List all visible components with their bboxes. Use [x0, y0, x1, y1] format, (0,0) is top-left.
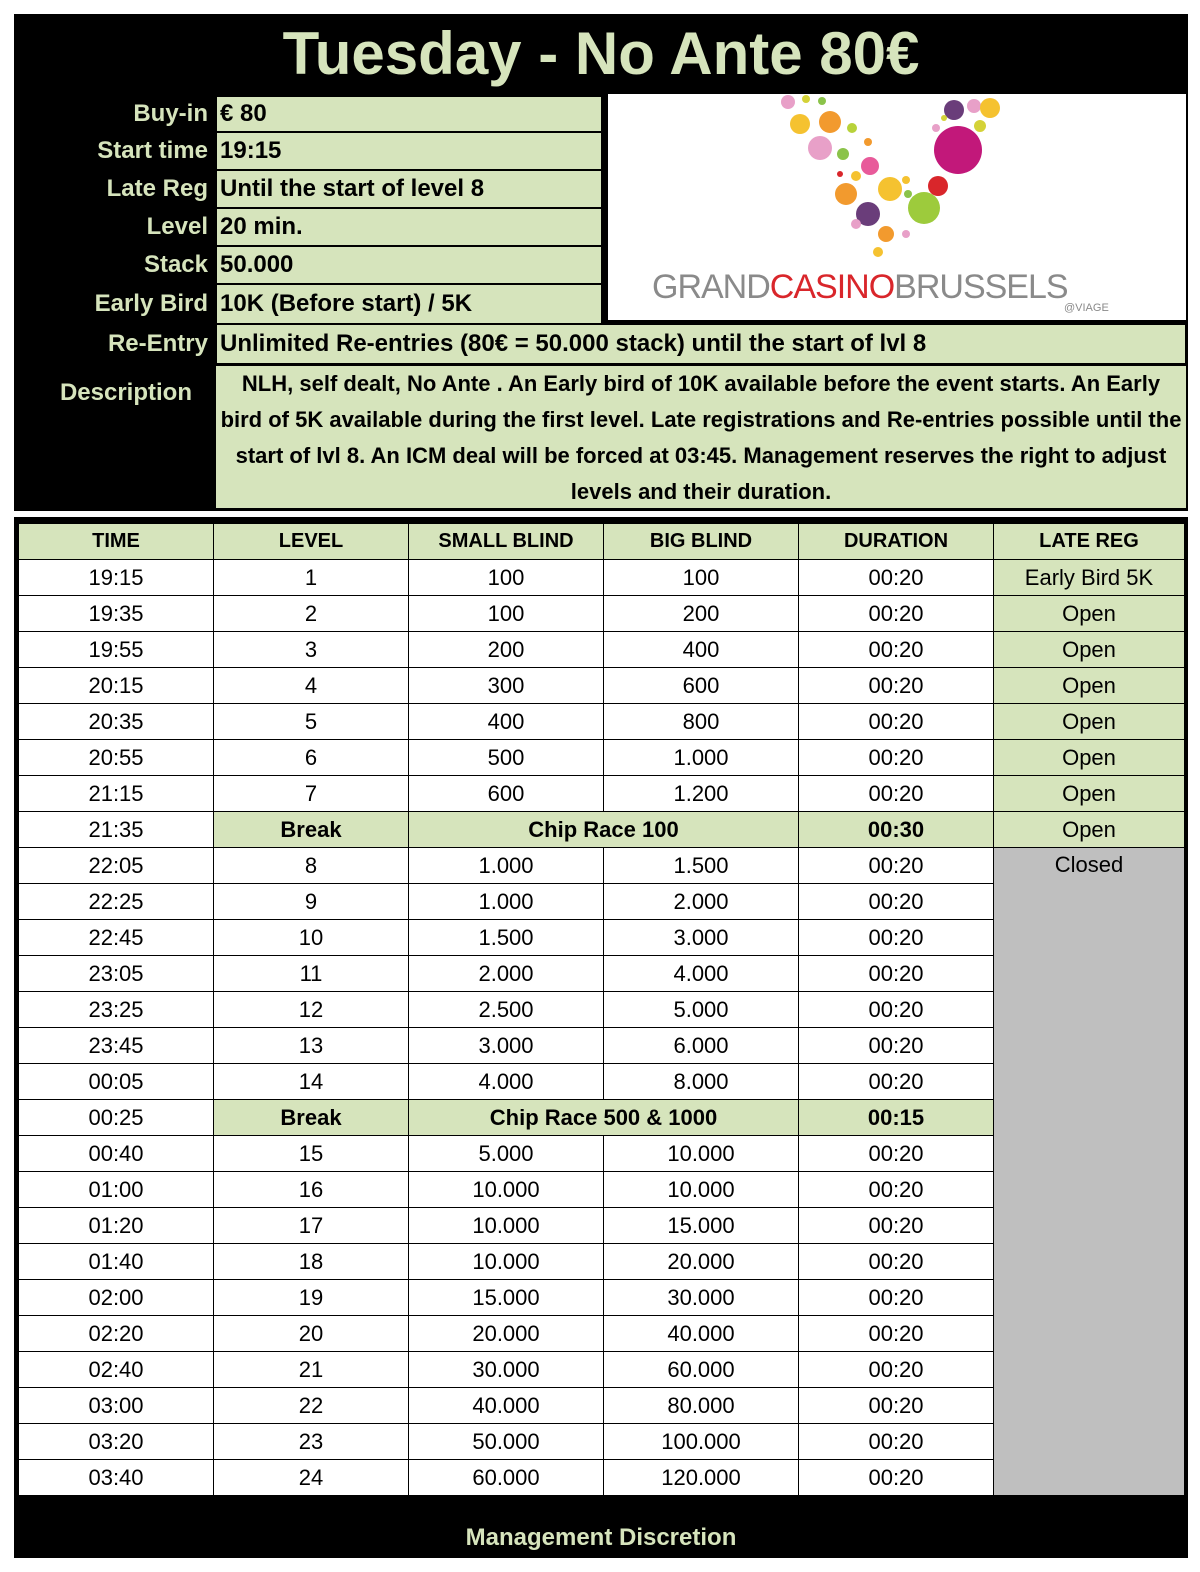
cell-time: 00:25 [19, 1100, 214, 1136]
cell-big-blind: 8.000 [604, 1064, 799, 1100]
header-late-reg: LATE REG [994, 524, 1185, 560]
cell-big-blind: 20.000 [604, 1244, 799, 1280]
cell-small-blind: 15.000 [409, 1280, 604, 1316]
cell-late-reg: Early Bird 5K [994, 560, 1185, 596]
cell-small-blind: 4.000 [409, 1064, 604, 1100]
header-time: TIME [19, 524, 214, 560]
cell-small-blind: 40.000 [409, 1388, 604, 1424]
cell-chip-race: Chip Race 500 & 1000 [409, 1100, 799, 1136]
table-row [19, 560, 1185, 596]
cell-big-blind: 600 [604, 668, 799, 704]
cell-big-blind: 60.000 [604, 1352, 799, 1388]
cell-big-blind: 800 [604, 704, 799, 740]
cell-break-label: Break [214, 812, 409, 848]
cell-time: 22:05 [19, 848, 214, 884]
cell-level: 13 [214, 1028, 409, 1064]
cell-level: 20 [214, 1316, 409, 1352]
cell-level: 3 [214, 632, 409, 668]
cell-level: 14 [214, 1064, 409, 1100]
cell-big-blind: 120.000 [604, 1460, 799, 1496]
cell-duration: 00:20 [799, 1244, 994, 1280]
cell-small-blind: 600 [409, 776, 604, 812]
header-duration: DURATION [799, 524, 994, 560]
cell-big-blind: 15.000 [604, 1208, 799, 1244]
cell-chip-race: Chip Race 100 [409, 812, 799, 848]
cell-big-blind: 200 [604, 596, 799, 632]
cell-time: 23:45 [19, 1028, 214, 1064]
cell-big-blind: 1.500 [604, 848, 799, 884]
logo-wordmark [652, 268, 1068, 307]
cell-duration: 00:20 [799, 884, 994, 920]
cell-duration: 00:20 [799, 848, 994, 884]
cell-late-reg: Open [994, 632, 1185, 668]
cell-level: 17 [214, 1208, 409, 1244]
logo-grand: GRAND [652, 268, 770, 306]
description-text: NLH, self dealt, No Ante . An Early bird of 10K available before the event starts. An Early bird of 5K available during the first level. Late registrations and Re-entries possible until the start of lvl 8. An ICM deal will be forced at 03:45. Management reserves the right to adjust levels and their duration. [216, 366, 1186, 508]
table-row [19, 632, 1185, 668]
stack-value: 50.000 [216, 246, 602, 284]
logo-casino: CASINO [769, 268, 895, 306]
cell-small-blind: 2.000 [409, 956, 604, 992]
cell-time: 19:35 [19, 596, 214, 632]
table-row [19, 740, 1185, 776]
cell-small-blind: 10.000 [409, 1208, 604, 1244]
logo-brussels: BRUSSELS [894, 268, 1068, 306]
cell-duration: 00:20 [799, 956, 994, 992]
cell-late-reg: Open [994, 596, 1185, 632]
description-label: Description [59, 379, 192, 406]
cell-small-blind: 5.000 [409, 1136, 604, 1172]
cell-duration: 00:20 [799, 632, 994, 668]
cell-late-reg: Open [994, 776, 1185, 812]
cell-time: 23:25 [19, 992, 214, 1028]
level-label: Level [146, 213, 208, 240]
table-row [19, 596, 1185, 632]
cell-time: 19:15 [19, 560, 214, 596]
blind-structure-table [18, 523, 1185, 1496]
cell-small-blind: 1.500 [409, 920, 604, 956]
cell-level: 6 [214, 740, 409, 776]
cell-late-reg: Open [994, 668, 1185, 704]
cell-duration: 00:20 [799, 1352, 994, 1388]
cell-big-blind: 1.000 [604, 740, 799, 776]
page-title: Tuesday - No Ante 80€ [282, 20, 920, 87]
cell-small-blind: 3.000 [409, 1028, 604, 1064]
cell-level: 9 [214, 884, 409, 920]
header-small-blind: SMALL BLIND [409, 524, 604, 560]
cell-level: 5 [214, 704, 409, 740]
cell-level: 2 [214, 596, 409, 632]
cell-big-blind: 2.000 [604, 884, 799, 920]
cell-level: 10 [214, 920, 409, 956]
cell-time: 21:35 [19, 812, 214, 848]
cell-small-blind: 100 [409, 596, 604, 632]
level-value: 20 min. [216, 208, 602, 246]
cell-time: 00:05 [19, 1064, 214, 1100]
cell-big-blind: 100.000 [604, 1424, 799, 1460]
cell-level: 24 [214, 1460, 409, 1496]
cell-big-blind: 100 [604, 560, 799, 596]
cell-small-blind: 500 [409, 740, 604, 776]
cell-time: 03:40 [19, 1460, 214, 1496]
cell-duration: 00:20 [799, 1028, 994, 1064]
cell-small-blind: 10.000 [409, 1244, 604, 1280]
cell-small-blind: 200 [409, 632, 604, 668]
cell-time: 20:15 [19, 668, 214, 704]
early-bird-label: Early Bird [94, 290, 208, 317]
cell-late-reg: Open [994, 704, 1185, 740]
cell-duration: 00:20 [799, 704, 994, 740]
cell-time: 21:15 [19, 776, 214, 812]
cell-time: 19:55 [19, 632, 214, 668]
cell-level: 23 [214, 1424, 409, 1460]
cell-small-blind: 400 [409, 704, 604, 740]
table-row [19, 704, 1185, 740]
table-row [19, 848, 1185, 884]
cell-late-reg: Open [994, 740, 1185, 776]
late-reg-label: Late Reg [106, 175, 208, 202]
cell-late-reg: Open [994, 812, 1185, 848]
cell-small-blind: 1.000 [409, 884, 604, 920]
cell-level: 8 [214, 848, 409, 884]
cell-duration: 00:20 [799, 560, 994, 596]
stack-label: Stack [143, 251, 208, 278]
cell-time: 20:55 [19, 740, 214, 776]
cell-small-blind: 20.000 [409, 1316, 604, 1352]
cell-big-blind: 4.000 [604, 956, 799, 992]
start-time-label: Start time [97, 137, 208, 164]
re-entry-value: Unlimited Re-entries (80€ = 50.000 stack) until the start of lvl 8 [216, 324, 1186, 364]
cell-level: 21 [214, 1352, 409, 1388]
cell-small-blind: 1.000 [409, 848, 604, 884]
cell-duration: 00:30 [799, 812, 994, 848]
cell-time: 03:20 [19, 1424, 214, 1460]
cell-break-label: Break [214, 1100, 409, 1136]
cell-time: 01:00 [19, 1172, 214, 1208]
cell-time: 00:40 [19, 1136, 214, 1172]
cell-time: 22:45 [19, 920, 214, 956]
cell-time: 03:00 [19, 1388, 214, 1424]
cell-small-blind: 100 [409, 560, 604, 596]
cell-time: 02:00 [19, 1280, 214, 1316]
cell-level: 16 [214, 1172, 409, 1208]
cell-level: 22 [214, 1388, 409, 1424]
cell-big-blind: 5.000 [604, 992, 799, 1028]
cell-small-blind: 10.000 [409, 1172, 604, 1208]
cell-level: 18 [214, 1244, 409, 1280]
cell-level: 1 [214, 560, 409, 596]
cell-time: 20:35 [19, 704, 214, 740]
buyin-value: € 80 [216, 96, 602, 132]
cell-level: 15 [214, 1136, 409, 1172]
cell-small-blind: 30.000 [409, 1352, 604, 1388]
cell-big-blind: 6.000 [604, 1028, 799, 1064]
cell-level: 19 [214, 1280, 409, 1316]
cell-big-blind: 1.200 [604, 776, 799, 812]
buyin-label: Buy-in [133, 100, 208, 127]
cell-level: 11 [214, 956, 409, 992]
re-entry-label: Re-Entry [107, 330, 208, 357]
cell-time: 02:20 [19, 1316, 214, 1352]
cell-duration: 00:20 [799, 1064, 994, 1100]
cell-big-blind: 10.000 [604, 1172, 799, 1208]
table-row [19, 776, 1185, 812]
cell-duration: 00:20 [799, 1208, 994, 1244]
cell-small-blind: 300 [409, 668, 604, 704]
cell-big-blind: 10.000 [604, 1136, 799, 1172]
cell-small-blind: 2.500 [409, 992, 604, 1028]
divider [14, 511, 1188, 517]
cell-big-blind: 30.000 [604, 1280, 799, 1316]
footer-note: Management Discretion [465, 1524, 737, 1551]
cell-duration: 00:20 [799, 1388, 994, 1424]
logo-viage: @VIAGE [1064, 302, 1109, 314]
cell-duration: 00:20 [799, 1136, 994, 1172]
cell-big-blind: 80.000 [604, 1388, 799, 1424]
cell-time: 02:40 [19, 1352, 214, 1388]
table-header-row [19, 524, 1185, 560]
cell-duration: 00:20 [799, 992, 994, 1028]
cell-duration: 00:20 [799, 668, 994, 704]
casino-logo [608, 94, 1186, 320]
cell-time: 22:25 [19, 884, 214, 920]
cell-small-blind: 60.000 [409, 1460, 604, 1496]
cell-duration: 00:20 [799, 920, 994, 956]
cell-level: 12 [214, 992, 409, 1028]
header-big-blind: BIG BLIND [604, 524, 799, 560]
cell-time: 01:40 [19, 1244, 214, 1280]
cell-big-blind: 400 [604, 632, 799, 668]
cell-time: 23:05 [19, 956, 214, 992]
cell-big-blind: 3.000 [604, 920, 799, 956]
cell-duration: 00:20 [799, 740, 994, 776]
cell-duration: 00:20 [799, 1424, 994, 1460]
early-bird-value: 10K (Before start) / 5K [216, 284, 602, 324]
cell-time: 01:20 [19, 1208, 214, 1244]
cell-duration: 00:20 [799, 1280, 994, 1316]
table-body [19, 560, 1185, 1496]
cell-duration: 00:20 [799, 776, 994, 812]
header-level: LEVEL [214, 524, 409, 560]
cell-duration: 00:15 [799, 1100, 994, 1136]
cell-duration: 00:20 [799, 1316, 994, 1352]
cell-duration: 00:20 [799, 1172, 994, 1208]
schedule-sheet [14, 14, 1188, 1558]
cell-big-blind: 40.000 [604, 1316, 799, 1352]
break-row [19, 812, 1185, 848]
cell-level: 4 [214, 668, 409, 704]
cell-small-blind: 50.000 [409, 1424, 604, 1460]
cell-late-reg-closed: Closed [994, 848, 1185, 1496]
cell-level: 7 [214, 776, 409, 812]
table-row [19, 668, 1185, 704]
late-reg-value: Until the start of level 8 [216, 170, 602, 208]
cell-duration: 00:20 [799, 596, 994, 632]
cell-duration: 00:20 [799, 1460, 994, 1496]
start-time-value: 19:15 [216, 132, 602, 170]
